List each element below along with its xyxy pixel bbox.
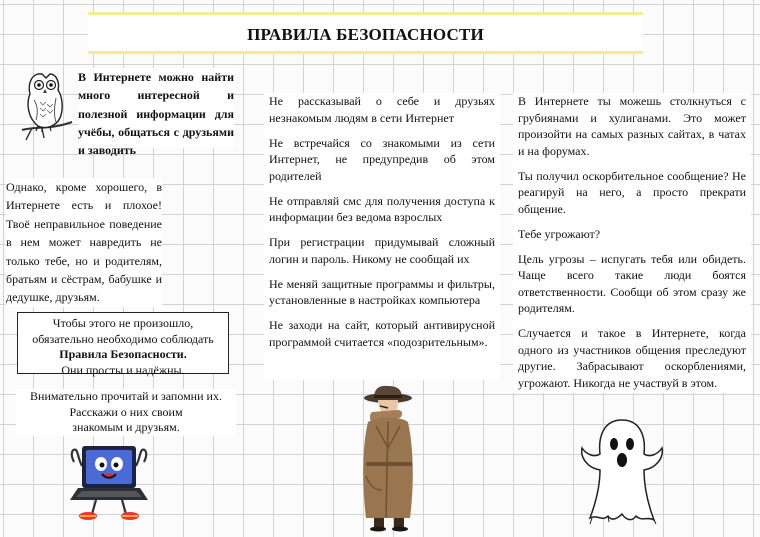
title-bottom-line bbox=[88, 51, 643, 54]
advice-paragraph: Случается и такое в Интернете, когда одного из участников общения преследуют другие. Забрасывают оскорблениями, угрожают. Никогда не участвуй в этом. bbox=[518, 326, 746, 390]
callout-line-3: Правила Безопасности. bbox=[59, 347, 187, 361]
warning-text bbox=[6, 178, 162, 307]
owl-illustration bbox=[16, 68, 74, 144]
callout-line-1: Чтобы этого не произошло, bbox=[52, 316, 194, 330]
warning-paragraph: Однако, кроме хорошего, в Интернете есть и плохое! Твоё неправильное поведение в нем может навредить не только тебе, но и родителям, братьям и сёстрам, бабушке и дедушке, друзьям. bbox=[6, 180, 162, 305]
title-top-line bbox=[88, 12, 643, 15]
rule-item: Не отправляй смс для получения доступа к информации без ведома взрослых bbox=[269, 193, 495, 224]
footer-line-3: знакомым и друзьям. bbox=[72, 420, 180, 434]
title-band bbox=[88, 12, 643, 54]
advice-paragraph: Ты получил оскорбительное сообщение? Не реагируй на него, а просто прекрати общение. bbox=[518, 168, 746, 216]
rules-callout-box bbox=[17, 312, 229, 377]
rule-item: Не рассказывай о себе и друзьях незнакомым людям в сети Интернет bbox=[269, 94, 495, 125]
footer-line-2: Расскажи о них своим bbox=[69, 404, 183, 419]
rule-item: Не заходи на сайт, который антивирусной программой считается «подозрительным». bbox=[269, 318, 495, 349]
intro-paragraph: В Интернете можно найти много интересной и полезной информации для учёбы, общаться с друзьями и заводить bbox=[78, 70, 234, 158]
laptop-character-illustration bbox=[66, 440, 152, 522]
rule-item: При регистрации придумывай сложный логин и пароль. Никому не сообщай их bbox=[269, 235, 495, 266]
rule-item: Не меняй защитные программы и фильтры, установленные в настройках компьютера bbox=[269, 276, 495, 307]
footer-line-1: Внимательно прочитай и запомни их. bbox=[30, 389, 222, 403]
rules-column bbox=[264, 93, 500, 380]
advice-paragraph: В Интернете ты можешь столкнуться с грубиянами и хулиганами. Это может произойти на самых разных сайтах, в чатах и на форумах. bbox=[518, 94, 746, 158]
ghost-illustration bbox=[578, 414, 666, 526]
footer-note bbox=[16, 389, 236, 436]
page-title: ПРАВИЛА БЕЗОПАСНОСТИ bbox=[247, 25, 484, 44]
detective-illustration bbox=[356, 386, 420, 532]
callout-line-4: Они просты и надёжны. bbox=[61, 362, 185, 377]
advice-paragraph: Тебе угрожают? bbox=[518, 226, 601, 241]
rule-item: Не встречайся со знакомыми из сети Интернет, не предупредив об этом родителей bbox=[269, 135, 495, 183]
intro-text bbox=[78, 68, 234, 158]
callout-line-2: обязательно необходимо соблюдать bbox=[32, 331, 214, 346]
advice-paragraph: Цель угрозы – испугать тебя или обидеть. Чаще всего такие люди боятся ответственности. Сообщи об этом сразу же родителям. bbox=[518, 251, 746, 315]
advice-column bbox=[513, 93, 751, 393]
